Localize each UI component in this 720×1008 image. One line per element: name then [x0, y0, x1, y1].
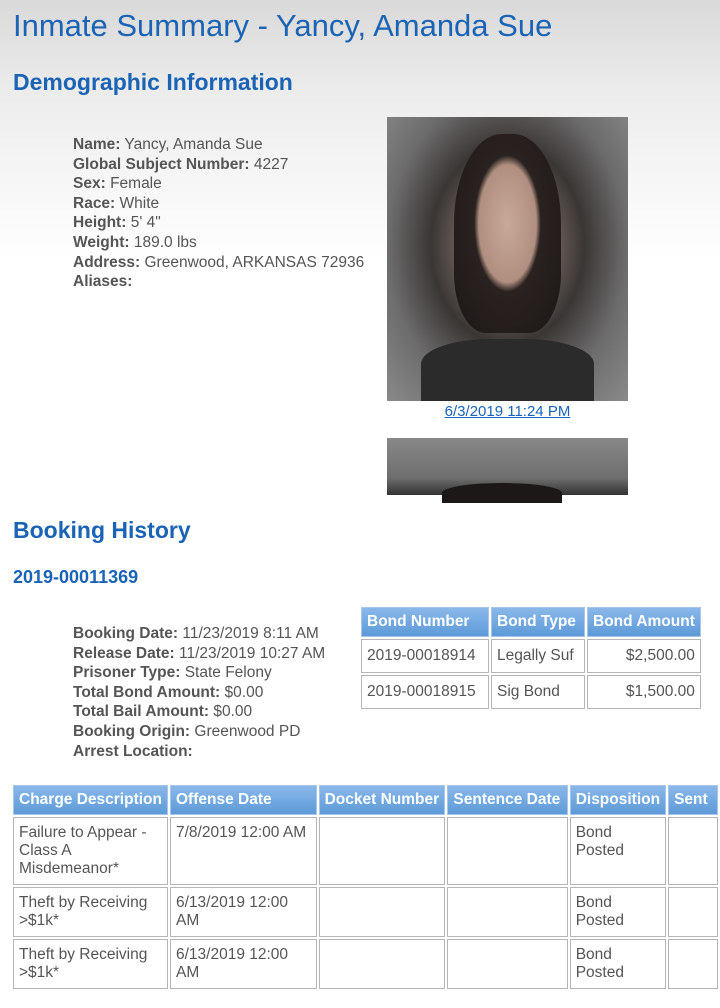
bond-number-header[interactable]: Bond Number [361, 607, 489, 637]
docket-number-header[interactable]: Docket Number [319, 785, 446, 815]
mugshot-photo-2[interactable] [387, 438, 628, 495]
total-bond-row: Total Bond Amount: $0.00 [73, 683, 264, 701]
booking-date-row: Booking Date: 11/23/2019 8:11 AM [73, 625, 319, 642]
bond-amount-header[interactable]: Bond Amount [587, 607, 701, 637]
address-value: Greenwood, ARKANSAS 72936 [144, 253, 365, 271]
booking-history-heading: Booking History [13, 517, 191, 543]
bond-type-header[interactable]: Bond Type [491, 607, 585, 637]
sentence-header[interactable]: Sent [668, 785, 718, 815]
name-value: Yancy, Amanda Sue [124, 136, 263, 153]
release-date-row: Release Date: 11/23/2019 10:27 AM [73, 644, 326, 662]
arrest-location-row: Arrest Location: [73, 742, 193, 760]
weight-value: 189.0 lbs [133, 233, 197, 251]
charges-header-row [13, 785, 718, 815]
subject-number-value: 4227 [253, 155, 289, 173]
bond-table [359, 605, 703, 711]
name-row: Name: Yancy, Amanda Sue [73, 136, 263, 153]
sentence-date-header[interactable]: Sentence Date [447, 785, 567, 815]
total-bail-row: Total Bail Amount: $0.00 [73, 703, 253, 721]
sex-row: Sex: Female [73, 175, 162, 193]
photo-date-link[interactable]: 6/3/2019 11:24 PM [444, 403, 571, 420]
charges-table [11, 783, 720, 991]
table-row: Failure to Appear - Class A Misdemeanor* 7/8/2019 12:00 AM Bond Posted [13, 817, 718, 885]
booking-info [73, 624, 325, 761]
booking-number: 2019-00011369 [13, 567, 139, 587]
mugshot-shirt [421, 339, 595, 401]
race-value: White [119, 194, 160, 212]
sex-value: Female [110, 175, 162, 193]
booking-origin-row: Booking Origin: Greenwood PD [73, 722, 301, 740]
charge-description-header[interactable]: Charge Description [13, 785, 168, 815]
page-title: Inmate Summary - Yancy, Amanda Sue [13, 8, 553, 43]
demographic-heading: Demographic Information [13, 69, 293, 95]
mugshot-hair-2 [442, 483, 562, 503]
height-value: 5' 4" [130, 214, 161, 232]
address-row: Address: Greenwood, ARKANSAS 72936 [73, 253, 365, 271]
table-row: Theft by Receiving >$1k* 6/13/2019 12:00 AM Bond Posted [13, 939, 718, 989]
disposition-header[interactable]: Disposition [570, 785, 666, 815]
height-row: Height: 5' 4" [73, 214, 161, 232]
offense-date-header[interactable]: Offense Date [170, 785, 317, 815]
bond-header-row [361, 607, 701, 637]
subject-number-row: Global Subject Number: 4227 [73, 155, 289, 173]
aliases-row: Aliases: [73, 273, 133, 291]
table-row: 2019-00018915 Sig Bond $1,500.00 [361, 675, 701, 709]
table-row: Theft by Receiving >$1k* 6/13/2019 12:00 AM Bond Posted [13, 887, 718, 937]
table-row: 2019-00018914 Legally Suf $2,500.00 [361, 639, 701, 673]
weight-row: Weight: 189.0 lbs [73, 233, 197, 251]
prisoner-type-row: Prisoner Type: State Felony [73, 664, 272, 682]
mugshot-photo[interactable] [387, 117, 628, 401]
demographic-info [73, 135, 364, 292]
race-row: Race: White [73, 194, 160, 212]
mugshot-face [454, 134, 560, 333]
